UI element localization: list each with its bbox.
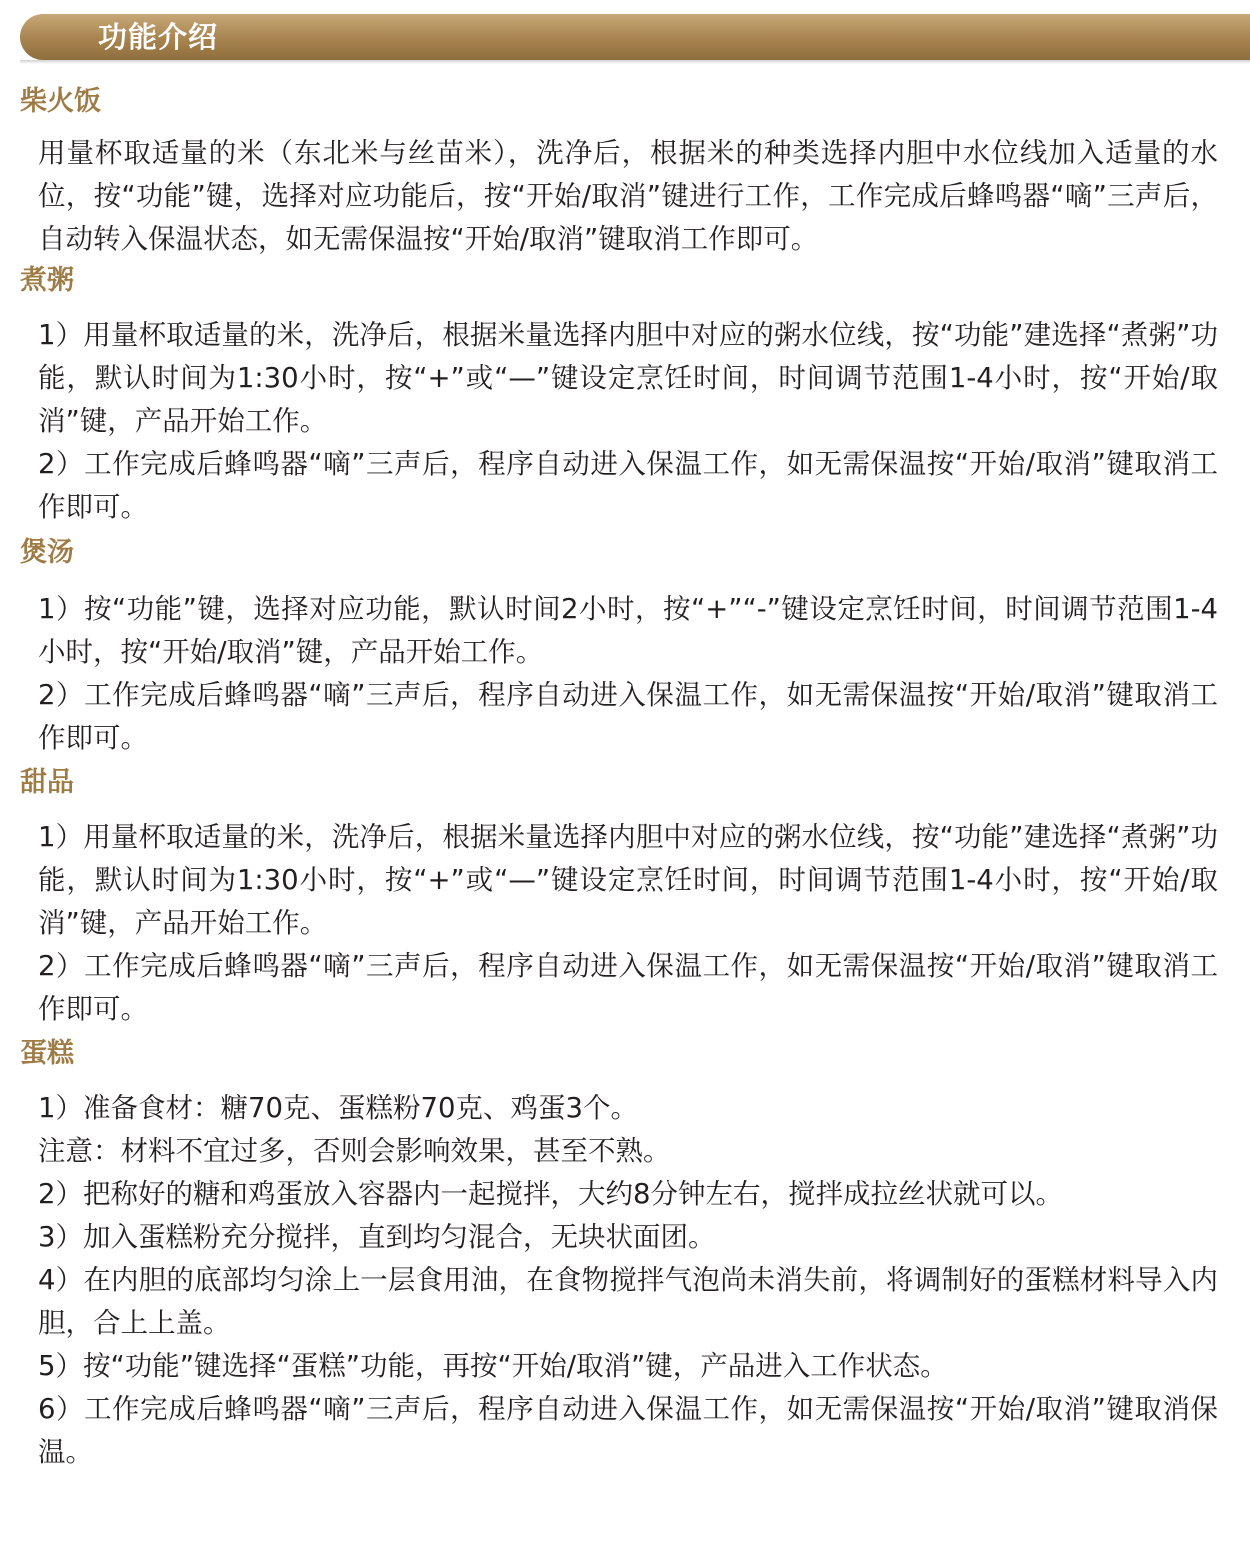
paragraph: 6）工作完成后蜂鸣器“嘀”三声后，程序自动进入保温工作，如无需保温按“开始/取消”键取消保温。 xyxy=(38,1393,1218,1468)
section-porridge xyxy=(0,263,1250,529)
section-title: 蛋糕 xyxy=(20,1038,74,1069)
paragraph: 2）工作完成后蜂鸣器“嘀”三声后，程序自动进入保温工作，如无需保温按“开始/取消”键取消工作即可。 xyxy=(38,448,1218,523)
section-body xyxy=(0,132,1218,261)
paragraph: 1）用量杯取适量的米，洗净后，根据米量选择内胆中对应的粥水位线，按“功能”建选择“煮粥”功能，默认时间为1:30小时，按“+”或“—”键设定烹饪时间，时间调节范围1-4小时，按“开始/取消”键，产品开始工作。 xyxy=(38,319,1218,437)
paragraph: 4）在内胆的底部均匀涂上一层食用油，在食物搅拌气泡尚未消失前，将调制好的蛋糕材料导入内胆，合上上盖。 xyxy=(38,1264,1218,1339)
page-title: 功能介绍 xyxy=(98,20,219,54)
paragraph: 5）按“功能”键选择“蛋糕”功能，再按“开始/取消”键，产品进入工作状态。 xyxy=(38,1350,948,1382)
paragraph: 注意：材料不宜过多，否则会影响效果，甚至不熟。 xyxy=(38,1135,671,1167)
section-cake xyxy=(0,1036,1250,1474)
paragraph: 用量杯取适量的米（东北米与丝苗米），洗净后，根据米的种类选择内胆中水位线加入适量的水位，按“功能”键，选择对应功能后，按“开始/取消”键进行工作，工作完成后蜂鸣器“嘀”三声后，自动转入保温状态，如无需保温按“开始/取消”键取消工作即可。 xyxy=(38,137,1218,255)
paragraph: 1）用量杯取适量的米，洗净后，根据米量选择内胆中对应的粥水位线，按“功能”建选择“煮粥”功能，默认时间为1:30小时，按“+”或“—”键设定烹饪时间，时间调节范围1-4小时，按“开始/取消”键，产品开始工作。 xyxy=(38,821,1218,939)
section-body xyxy=(0,314,1218,529)
section-title: 煲汤 xyxy=(20,537,74,568)
section-header-bar xyxy=(20,14,1250,60)
section-soup xyxy=(0,535,1250,760)
paragraph: 1）按“功能”键，选择对应功能，默认时间2小时，按“+”“-”键设定烹饪时间，时间调节范围1-4小时，按“开始/取消”键，产品开始工作。 xyxy=(38,593,1218,668)
section-title: 柴火饭 xyxy=(20,86,101,117)
section-body xyxy=(0,1087,1218,1474)
paragraph: 1）准备食材：糖70克、蛋糕粉70克、鸡蛋3个。 xyxy=(38,1092,638,1124)
paragraph: 2）工作完成后蜂鸣器“嘀”三声后，程序自动进入保温工作，如无需保温按“开始/取消”键取消工作即可。 xyxy=(38,950,1218,1025)
section-title: 煮粥 xyxy=(20,265,74,296)
function-description xyxy=(0,84,1250,1474)
section-body xyxy=(0,816,1218,1031)
section-title: 甜品 xyxy=(20,767,74,798)
section-dessert xyxy=(0,765,1250,1031)
paragraph: 2）把称好的糖和鸡蛋放入容器内一起搅拌，大约8分钟左右，搅拌成拉丝状就可以。 xyxy=(38,1178,1063,1210)
paragraph: 2）工作完成后蜂鸣器“嘀”三声后，程序自动进入保温工作，如无需保温按“开始/取消”键取消工作即可。 xyxy=(38,679,1218,754)
section-wood-fire-rice xyxy=(0,84,1250,261)
paragraph: 3）加入蛋糕粉充分搅拌，直到均匀混合，无块状面团。 xyxy=(38,1221,716,1253)
section-body xyxy=(0,588,1218,760)
